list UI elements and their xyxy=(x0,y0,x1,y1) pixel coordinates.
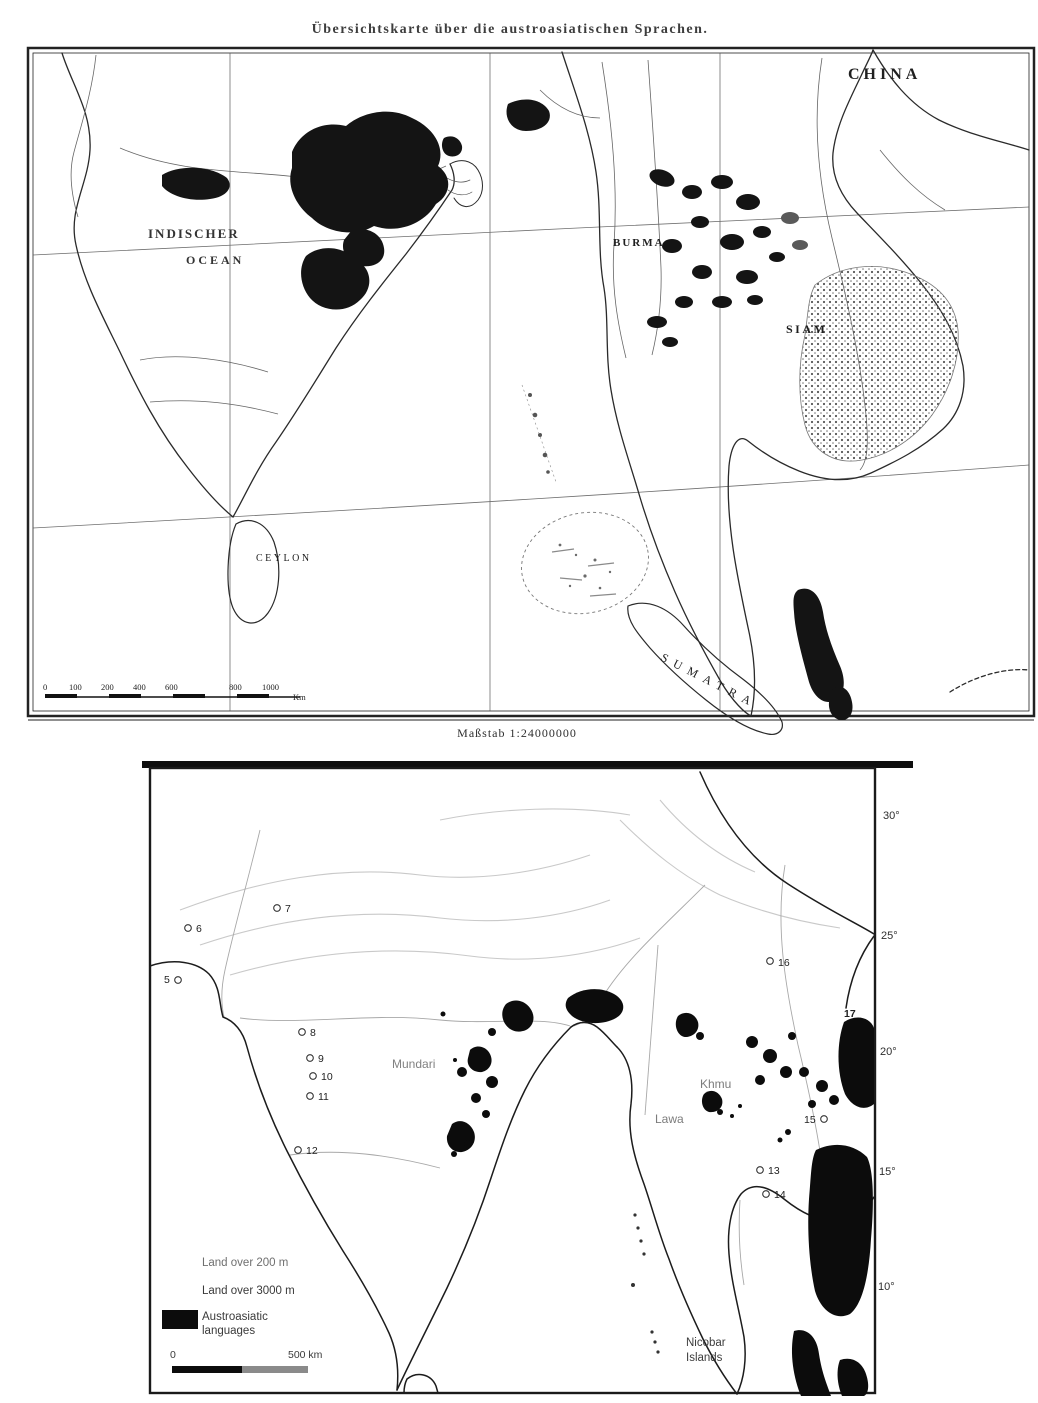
marker-9 xyxy=(307,1053,324,1065)
marker-17 xyxy=(844,1008,856,1020)
marker-number: 12 xyxy=(306,1145,318,1157)
figure2-mountains xyxy=(180,800,840,975)
latitude-label: 20° xyxy=(880,1046,897,1058)
marker-number: 13 xyxy=(768,1165,780,1177)
figure1-andaman-islands xyxy=(522,385,556,482)
marker-6 xyxy=(185,923,202,935)
marker-number: 6 xyxy=(196,923,202,935)
scale-zero: 0 xyxy=(170,1349,176,1361)
scale-tick: 0 xyxy=(43,682,48,692)
figure1-malacca-areas xyxy=(793,589,852,720)
figure2-language-areas xyxy=(441,989,875,1396)
latitude-label: 15° xyxy=(879,1166,896,1178)
label-sumatra: SUMATRA xyxy=(658,650,760,711)
figure1-title: Übersichtskarte über die austroasiatischen Sprachen. xyxy=(311,22,709,37)
marker-10 xyxy=(310,1071,333,1083)
label-china: CHINA xyxy=(848,66,922,83)
marker-16 xyxy=(767,957,790,969)
marker-number: 16 xyxy=(778,957,790,969)
marker-7 xyxy=(274,903,291,915)
marker-14 xyxy=(763,1189,786,1201)
legend-austroasiatic-line1: Austroasiatic xyxy=(202,1311,268,1323)
label-burma: BURMA xyxy=(613,237,665,249)
scale-tick: 200 xyxy=(101,682,114,692)
label-ceylon: CEYLON xyxy=(256,553,312,564)
scale-tick: 100 xyxy=(69,682,82,692)
legend-land-3000: Land over 3000 m xyxy=(202,1285,295,1297)
marker-number: 17 xyxy=(844,1008,856,1020)
scale-unit: Km xyxy=(293,692,306,702)
scale-label: 500 km xyxy=(288,1349,323,1361)
figure1-language-areas-dark xyxy=(162,100,808,347)
legend-swatch-austroasiatic xyxy=(162,1310,198,1329)
figure1-scale-bar xyxy=(43,682,306,702)
marker-number: 9 xyxy=(318,1053,324,1065)
label-nicobar-line2: Islands xyxy=(686,1352,723,1364)
marker-11 xyxy=(307,1091,329,1103)
marker-15 xyxy=(804,1114,827,1126)
scale-tick: 1000 xyxy=(262,682,279,692)
marker-5 xyxy=(164,974,181,986)
label-mundari: Mundari xyxy=(392,1057,436,1071)
latitude-label: 30° xyxy=(883,810,900,822)
label-nicobar-line1: Nicobar xyxy=(686,1337,726,1349)
figure2-island-dots xyxy=(631,1213,660,1353)
figure2-coastline xyxy=(150,772,874,1394)
figure2-region-labels xyxy=(392,1057,731,1364)
figure2-distribution-map xyxy=(140,760,940,1403)
figure2-latitude-labels xyxy=(878,810,900,1293)
marker-number: 15 xyxy=(804,1114,816,1126)
marker-number: 7 xyxy=(285,903,291,915)
figure1-ceylon-island xyxy=(228,521,279,623)
scale-tick: 800 xyxy=(229,682,242,692)
marker-8 xyxy=(299,1027,316,1039)
figure2-rivers xyxy=(222,830,824,1285)
marker-number: 8 xyxy=(310,1027,316,1039)
legend-land-200: Land over 200 m xyxy=(202,1257,289,1269)
marker-13 xyxy=(757,1165,780,1177)
latitude-label: 10° xyxy=(878,1281,895,1293)
figure2-legend xyxy=(162,1257,295,1337)
figure1-language-area-stippled xyxy=(800,266,959,461)
figure1-caption: Maßstab 1:24000000 xyxy=(457,726,577,740)
label-khmu: Khmu xyxy=(700,1077,732,1091)
figure2-markers xyxy=(164,903,856,1201)
figure2-frame xyxy=(142,761,913,1393)
label-indischer: INDISCHER xyxy=(148,226,240,241)
label-ocean: OCEAN xyxy=(186,253,245,267)
latitude-label: 25° xyxy=(881,930,898,942)
figure2-scale-bar xyxy=(170,1349,323,1373)
marker-number: 14 xyxy=(774,1189,786,1201)
figure1-sumatra-island xyxy=(628,603,783,734)
marker-12 xyxy=(295,1145,318,1157)
legend-austroasiatic-line2: languages xyxy=(202,1325,256,1337)
label-siam: SIAM xyxy=(786,322,828,336)
label-lawa: Lawa xyxy=(655,1112,684,1126)
marker-number: 11 xyxy=(318,1091,329,1103)
figure1-nicobar-inset xyxy=(512,501,658,625)
marker-number: 5 xyxy=(164,974,170,986)
scale-tick: 600 xyxy=(165,682,178,692)
marker-number: 10 xyxy=(321,1071,333,1083)
scale-tick: 400 xyxy=(133,682,146,692)
